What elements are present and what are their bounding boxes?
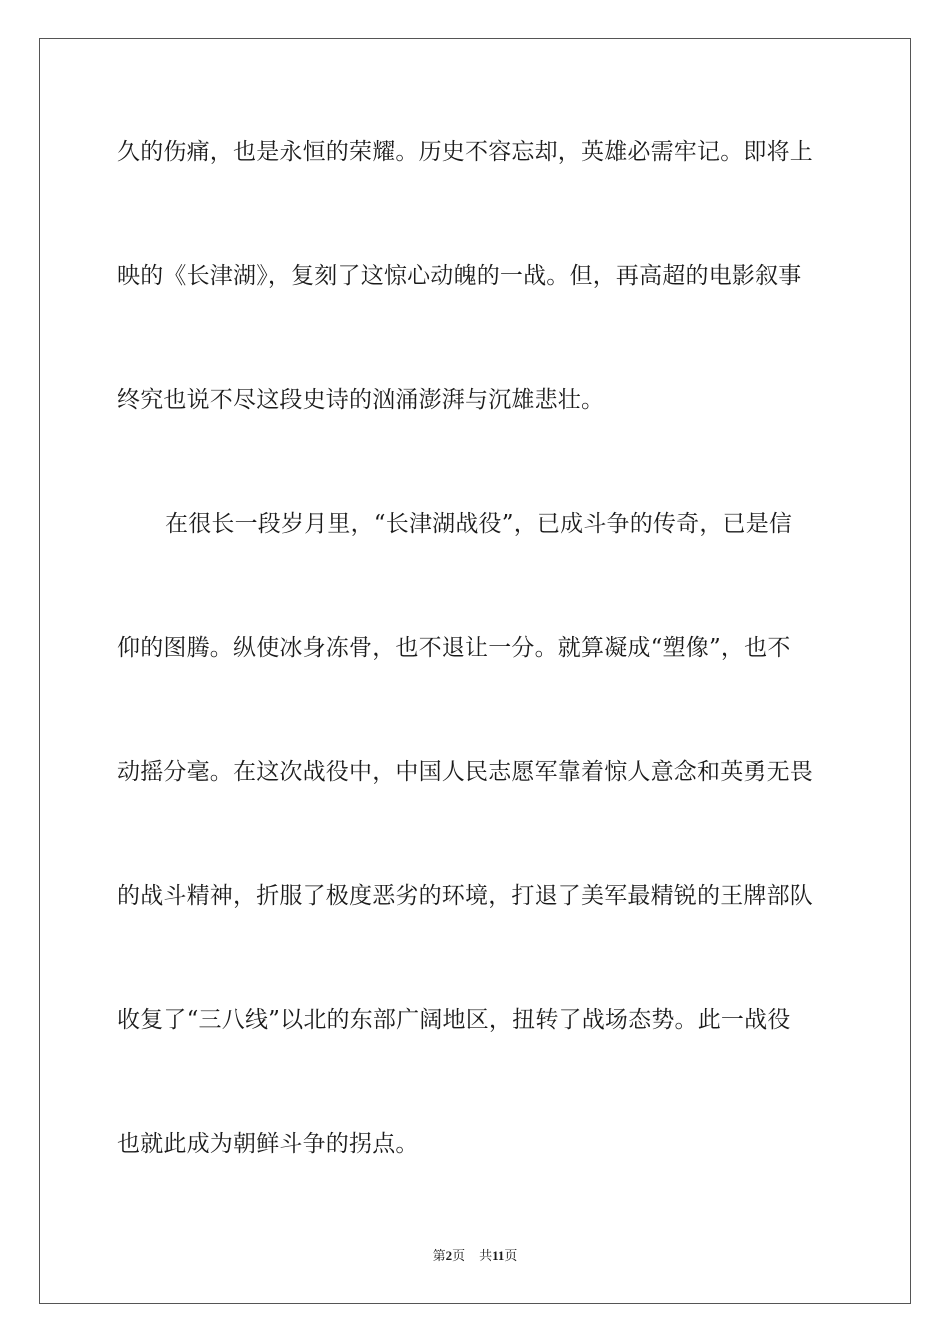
page-border (39, 38, 911, 1304)
body-text-line-5: 仰的图腾。纵使冰身冻骨，也不退让一分。就算凝成“塑像”，也不 (117, 635, 791, 661)
total-prefix: 共 (479, 1249, 493, 1264)
body-text-line-9: 也就此成为朝鲜斗争的拐点。 (117, 1131, 419, 1157)
total-suffix: 页 (504, 1249, 518, 1264)
body-text-line-3: 终究也说不尽这段史诗的汹涌澎湃与沉雄悲壮。 (117, 387, 605, 413)
page-footer (0, 1247, 950, 1266)
body-text-line-2: 映的《长津湖》，复刻了这惊心动魄的一战。但，再高超的电影叙事 (117, 263, 802, 289)
body-text-line-1: 久的伤痛，也是永恒的荣耀。历史不容忘却，英雄必需牢记。即将上 (117, 139, 813, 165)
body-text-line-7: 的战斗精神，折服了极度恶劣的环境，打退了美军最精锐的王牌部队 (117, 883, 813, 909)
body-text-line-6: 动摇分毫。在这次战役中，中国人民志愿军靠着惊人意念和英勇无畏 (117, 759, 813, 785)
page-number: 2 (445, 1248, 453, 1263)
body-text-line-4: 在很长一段岁月里，“长津湖战役”，已成斗争的传奇，已是信 (165, 511, 793, 537)
page-suffix: 页 (452, 1249, 466, 1264)
total-pages: 11 (492, 1248, 505, 1263)
page-prefix: 第 (432, 1249, 446, 1264)
body-text-line-8: 收复了“三八线”以北的东部广阔地区，扭转了战场态势。此一战役 (117, 1007, 791, 1033)
